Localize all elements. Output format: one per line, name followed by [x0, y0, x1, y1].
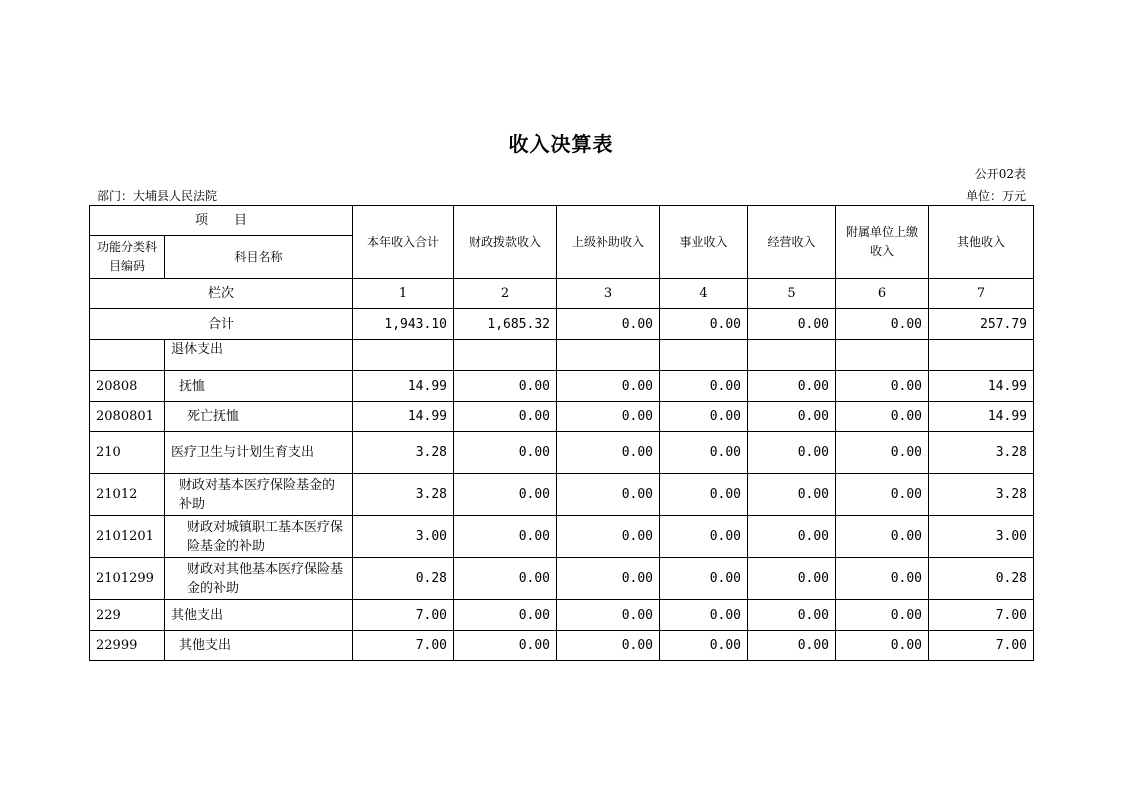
amount-cell: 14.99	[929, 371, 1034, 402]
page-title: 收入决算表	[508, 132, 614, 156]
form-number: 公开02表	[974, 167, 1026, 181]
table-row	[90, 558, 1034, 600]
func-code-cell: 20808	[90, 371, 165, 402]
amount-cell: 0.00	[454, 474, 557, 516]
func-code-cell: 21012	[90, 474, 165, 516]
amount-cell: 0.28	[929, 558, 1034, 600]
total-value: 1,685.32	[454, 309, 557, 340]
amount-cell	[836, 340, 929, 371]
amount-cell: 3.28	[929, 474, 1034, 516]
func-code-cell: 2080801	[90, 402, 165, 432]
row-index-cell: 7	[929, 279, 1034, 309]
amount-cell: 0.00	[660, 371, 748, 402]
unit-label: 单位：万元	[965, 189, 1026, 203]
amount-cell: 3.28	[353, 474, 454, 516]
amount-cell: 7.00	[353, 631, 454, 661]
amount-cell: 0.00	[660, 516, 748, 558]
table-row	[90, 371, 1034, 402]
row-index-cell: 5	[748, 279, 836, 309]
subject-name-cell: 医疗卫生与计划生育支出	[165, 432, 353, 474]
amount-cell: 0.00	[454, 600, 557, 631]
subject-name-cell: 财政对基本医疗保险基金的补助	[165, 474, 353, 516]
header-col-fiscal: 财政拨款收入	[454, 206, 557, 279]
amount-cell: 0.00	[660, 402, 748, 432]
table-body	[90, 340, 1034, 661]
total-value: 0.00	[660, 309, 748, 340]
amount-cell	[660, 340, 748, 371]
total-value: 257.79	[929, 309, 1034, 340]
amount-cell: 0.00	[748, 600, 836, 631]
subject-name-cell: 其他支出	[165, 631, 353, 661]
amount-cell: 0.00	[454, 516, 557, 558]
amount-cell: 0.00	[836, 516, 929, 558]
total-value: 0.00	[836, 309, 929, 340]
income-final-accounts-table	[89, 205, 1034, 661]
subject-name-cell: 财政对其他基本医疗保险基金的补助	[165, 558, 353, 600]
amount-cell: 3.00	[929, 516, 1034, 558]
subject-name-cell: 退休支出	[165, 340, 353, 371]
header-func-code: 功能分类科目编码	[90, 236, 165, 279]
amount-cell: 0.00	[454, 371, 557, 402]
table-row	[90, 402, 1034, 432]
amount-cell: 14.99	[929, 402, 1034, 432]
amount-cell: 0.00	[557, 516, 660, 558]
total-value: 1,943.10	[353, 309, 454, 340]
table-row	[90, 474, 1034, 516]
header-col-total: 本年收入合计	[353, 206, 454, 279]
header-col-business: 事业收入	[660, 206, 748, 279]
amount-cell: 0.00	[748, 474, 836, 516]
amount-cell: 0.00	[836, 474, 929, 516]
amount-cell: 0.00	[557, 474, 660, 516]
amount-cell	[929, 340, 1034, 371]
func-code-cell: 2101201	[90, 516, 165, 558]
amount-cell: 0.00	[836, 432, 929, 474]
amount-cell: 0.00	[836, 631, 929, 661]
amount-cell	[353, 340, 454, 371]
func-code-cell: 22999	[90, 631, 165, 661]
amount-cell: 0.00	[748, 371, 836, 402]
amount-cell	[454, 340, 557, 371]
amount-cell: 7.00	[929, 631, 1034, 661]
amount-cell: 0.00	[660, 600, 748, 631]
header-col-affiliated: 附属单位上缴收入	[836, 206, 929, 279]
row-index-label: 栏次	[90, 279, 353, 309]
row-index-cell: 3	[557, 279, 660, 309]
amount-cell: 7.00	[353, 600, 454, 631]
amount-cell: 0.00	[557, 402, 660, 432]
total-value: 0.00	[748, 309, 836, 340]
header-col-operating: 经营收入	[748, 206, 836, 279]
table-row	[90, 631, 1034, 661]
amount-cell: 0.00	[660, 474, 748, 516]
amount-cell: 0.00	[836, 371, 929, 402]
header-subject-name: 科目名称	[165, 236, 353, 279]
amount-cell: 0.00	[748, 631, 836, 661]
amount-cell: 0.00	[660, 631, 748, 661]
func-code-cell	[90, 340, 165, 371]
amount-cell: 0.00	[836, 600, 929, 631]
amount-cell: 0.00	[454, 558, 557, 600]
func-code-cell: 2101299	[90, 558, 165, 600]
amount-cell: 14.99	[353, 371, 454, 402]
department-label: 部门：大埔县人民法院	[97, 189, 218, 203]
amount-cell: 0.28	[353, 558, 454, 600]
table-row	[90, 340, 1034, 371]
header-col-superior: 上级补助收入	[557, 206, 660, 279]
amount-cell: 7.00	[929, 600, 1034, 631]
func-code-cell: 210	[90, 432, 165, 474]
total-value: 0.00	[557, 309, 660, 340]
amount-cell	[557, 340, 660, 371]
amount-cell: 0.00	[454, 402, 557, 432]
amount-cell: 0.00	[748, 402, 836, 432]
amount-cell: 0.00	[557, 432, 660, 474]
amount-cell: 0.00	[836, 402, 929, 432]
header-project: 项 目	[90, 206, 353, 236]
subject-name-cell: 财政对城镇职工基本医疗保险基金的补助	[165, 516, 353, 558]
amount-cell: 14.99	[353, 402, 454, 432]
amount-cell	[748, 340, 836, 371]
total-label: 合计	[90, 309, 353, 340]
amount-cell: 0.00	[748, 432, 836, 474]
subject-name-cell: 抚恤	[165, 371, 353, 402]
amount-cell: 0.00	[454, 631, 557, 661]
amount-cell: 0.00	[557, 600, 660, 631]
amount-cell: 0.00	[557, 371, 660, 402]
row-index-cell: 6	[836, 279, 929, 309]
amount-cell: 0.00	[557, 631, 660, 661]
subject-name-cell: 死亡抚恤	[165, 402, 353, 432]
total-row	[90, 309, 1034, 340]
amount-cell: 3.00	[353, 516, 454, 558]
amount-cell: 0.00	[557, 558, 660, 600]
amount-cell: 0.00	[660, 558, 748, 600]
table-row	[90, 432, 1034, 474]
header-col-other: 其他收入	[929, 206, 1034, 279]
amount-cell: 3.28	[929, 432, 1034, 474]
func-code-cell: 229	[90, 600, 165, 631]
amount-cell: 0.00	[748, 516, 836, 558]
amount-cell: 0.00	[836, 558, 929, 600]
amount-cell: 0.00	[660, 432, 748, 474]
subject-name-cell: 其他支出	[165, 600, 353, 631]
table-row	[90, 516, 1034, 558]
amount-cell: 0.00	[454, 432, 557, 474]
row-index-cell: 1	[353, 279, 454, 309]
amount-cell: 3.28	[353, 432, 454, 474]
table-row	[90, 600, 1034, 631]
amount-cell: 0.00	[748, 558, 836, 600]
row-index-cell: 2	[454, 279, 557, 309]
row-index-cell: 4	[660, 279, 748, 309]
